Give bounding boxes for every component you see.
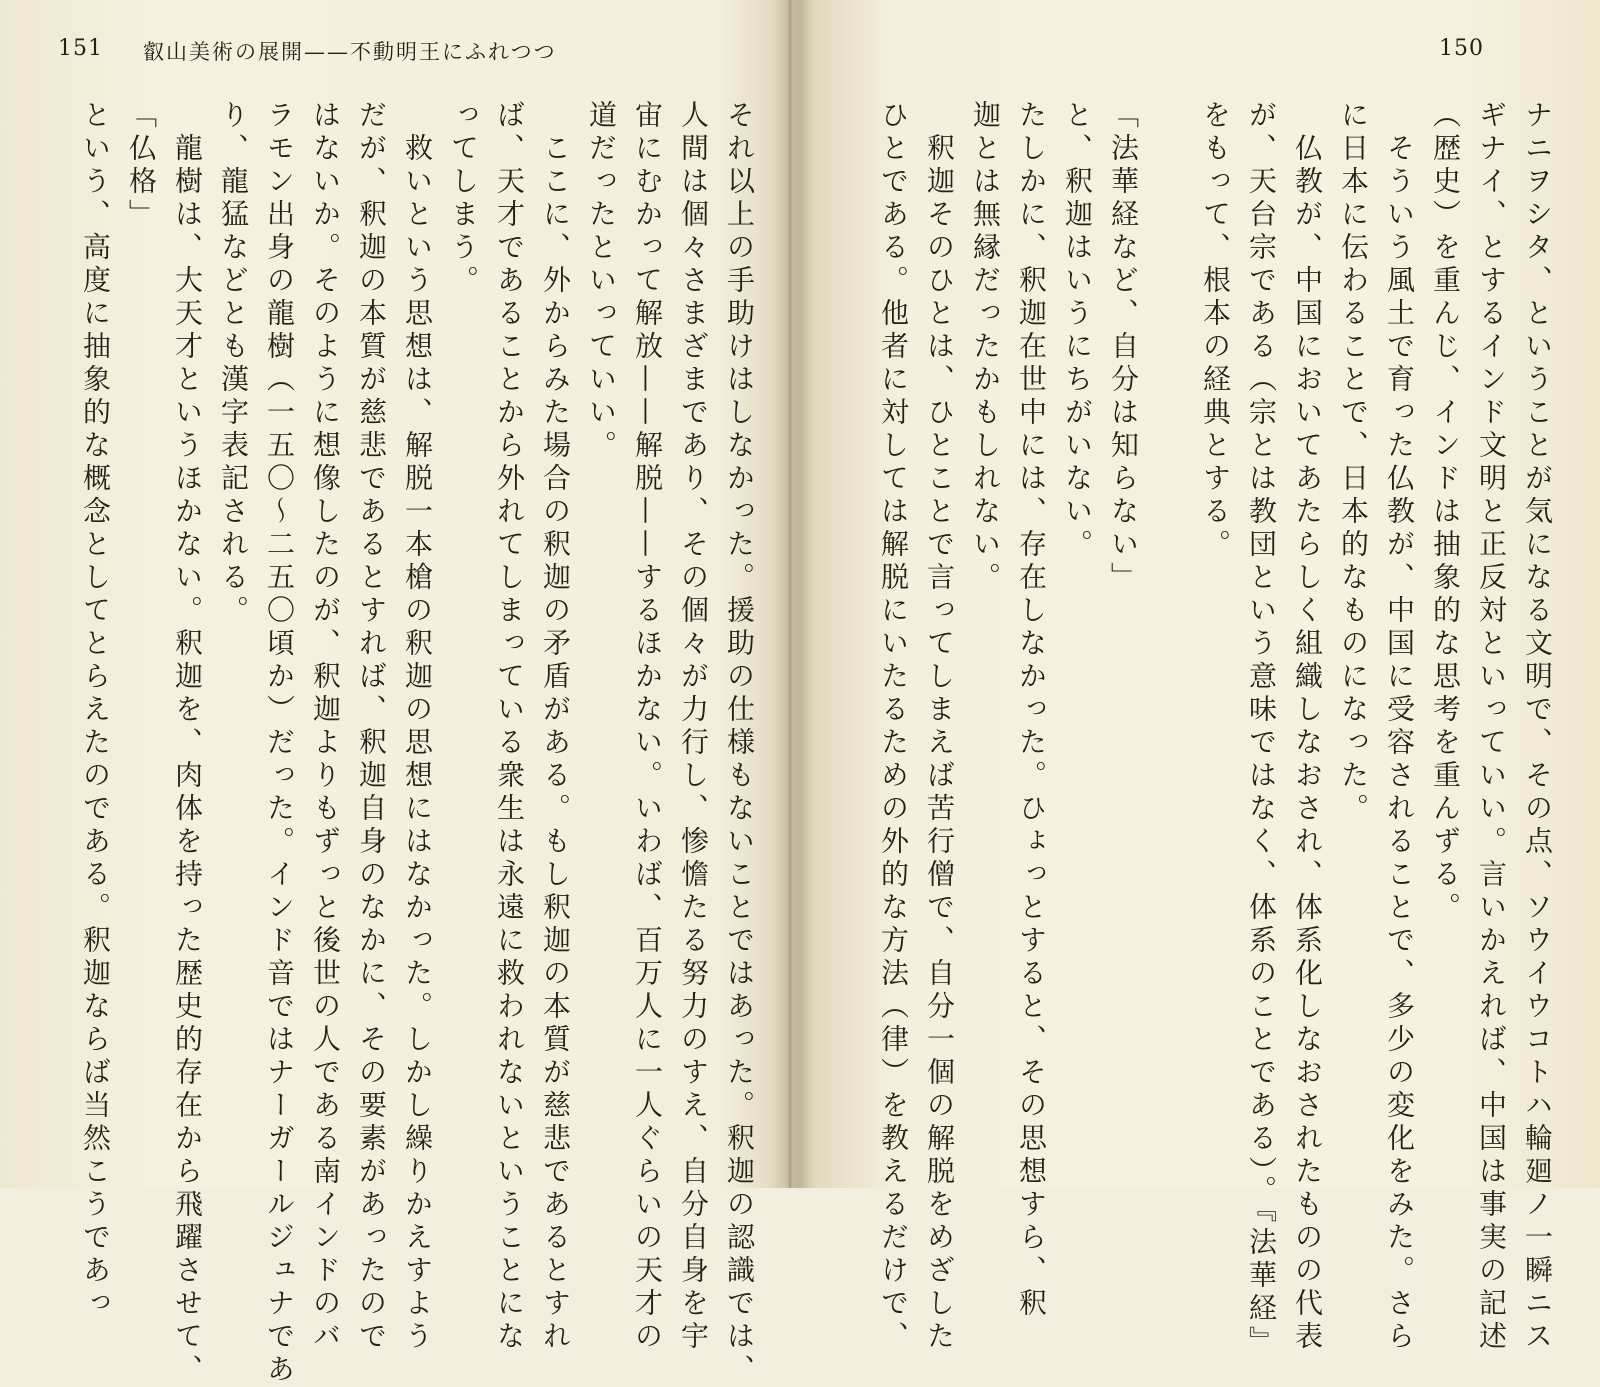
- page-number-left: 151: [58, 36, 103, 61]
- right-page-body-text: ナニヲシタ、ということが気になる文明で、その点、ソウイウコトハ輪廻ノ一瞬ニス ギナイ、とするインド文明と正反対といっていい。言いかえれば、中国は事実の記述 （歴史）を重んじ、インドは抽象的な思考を重んずる。 そういう風土で育った仏教が、中国に受容されることで、多少の変化をみた。さら に日本に伝わることで、日本的なものになった。 仏教が、中国においてあたらしく組織しなおされ、体系化しなおされたものの代表 が、天台宗である（宗とは教団という意味ではなく、体系のことである）。『法華経』 をもって、根本の経典とする。 「法華経など、自分は知らない」 と、釈迦はいうにちがいない。 たしかに、釈迦在世中には、存在しなかった。ひょっとすると、その思想すら、釈 迦とは無縁だったかもしれない。 釈迦そのひとは、ひとことで言ってしまえば苦行僧で、自分一個の解脱をめざした ひとである。他者に対しては解脱にいたるための外的な方法（律）を教えるだけで、: [877, 100, 1554, 1359]
- left-page-body-text: それ以上の手助けはしなかった。援助の仕様もないことではあった。釈迦の認識では、 人間は個々さまざまであり、その個々が力行し、惨憺たる努力のすえ、自分自身を宇 宙にむかって解放——解脱——するほかない。いわば、百万人に一人ぐらいの天才の 道だったといっていい。 ここに、外からみた場合の釈迦の矛盾がある。もし釈迦の本質が慈悲であるとすれ ば、天才であることから外れてしまっている衆生は永遠に救われないということにな ってしまう。 救いという思想は、解脱一本槍の釈迦の思想にはなかった。しかし繰りかえすよう だが、釈迦の本質が慈悲であるとすれば、釈迦自身のなかに、その要素があったので はないか。そのように想像したのが、釈迦よりもずっと後世の人である南インドのバ ラモン出身の龍樹（一五〇〜二五〇頃か）だった。インド音ではナーガールジュナであ り、龍猛などとも漢字表記される。 龍樹は、大天才というほかない。釈迦を、肉体を持った歴史的存在から飛躍させて、 「仏格」 という、高度に抽象的な概念としてとらえたのである。釈迦ならば当然こうであっ: [79, 100, 756, 1387]
- running-head: 叡山美術の展開——不動明王にふれつつ: [143, 40, 557, 64]
- left-page: [0, 0, 790, 1387]
- right-page: [790, 0, 1600, 1359]
- page-number-right: 150: [1439, 36, 1484, 61]
